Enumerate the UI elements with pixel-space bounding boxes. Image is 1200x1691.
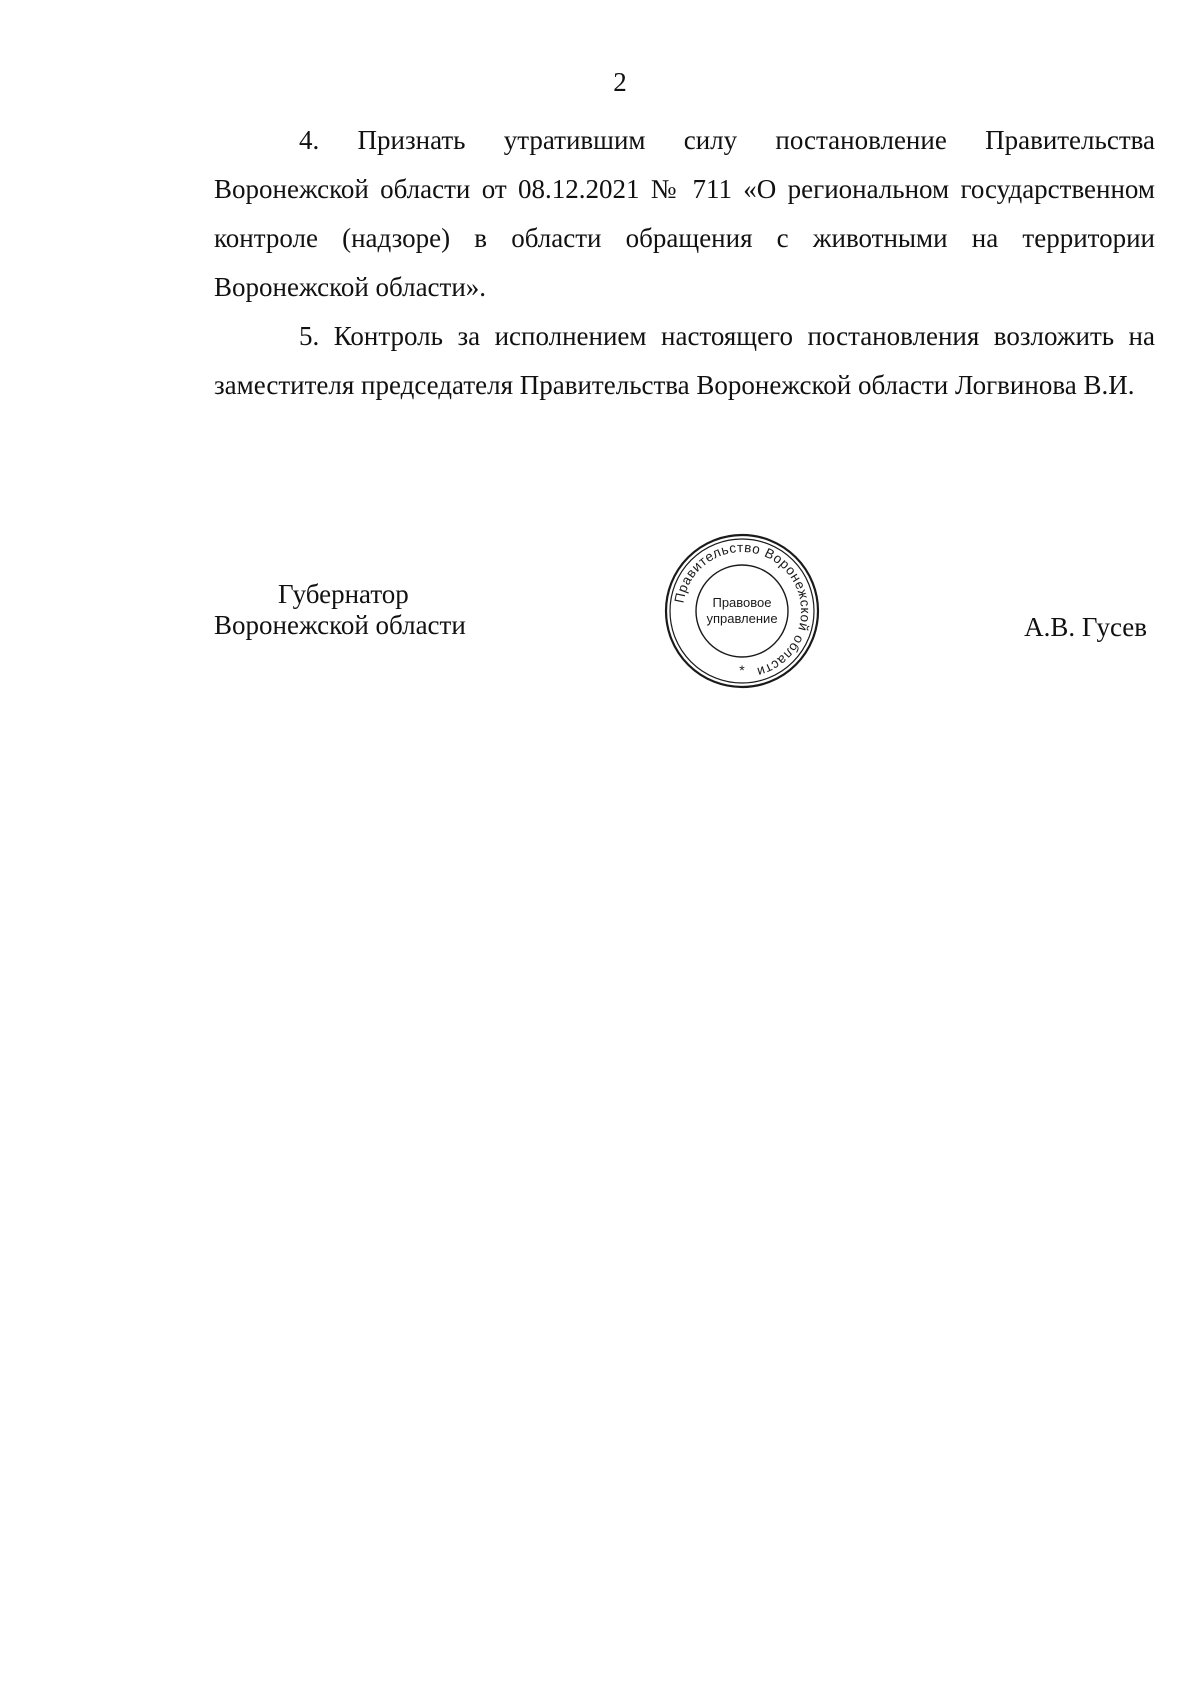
seal-star: * bbox=[739, 662, 745, 678]
signer-title bbox=[214, 579, 466, 641]
document-body bbox=[214, 116, 1155, 410]
signer-name: А.В. Гусев bbox=[1024, 612, 1147, 642]
paragraph-5: 5. Контроль за исполнением настоящего постановления возложить на заместителя председателя Правительства Воронежской области Логвинова В.И. bbox=[214, 321, 1155, 400]
signature-block bbox=[214, 539, 1155, 699]
paragraph-4: 4. Признать утратившим силу постановление Правительства Воронежской области от 08.12.2021 № 711 «О региональном государственном контроле (надзоре) в области обращения с животными на территории Воронежской области». bbox=[214, 125, 1155, 302]
seal-ring-text: Правительство Воронежской области bbox=[671, 539, 814, 680]
signer-region: Воронежской области bbox=[214, 610, 466, 640]
seal-icon bbox=[661, 530, 823, 692]
seal-center-line2: управление bbox=[706, 611, 778, 626]
signer-position: Губернатор bbox=[278, 579, 409, 609]
seal-center-line1: Правовое bbox=[712, 595, 772, 610]
official-seal-stamp bbox=[661, 530, 823, 692]
page-number: 2 bbox=[613, 67, 627, 97]
